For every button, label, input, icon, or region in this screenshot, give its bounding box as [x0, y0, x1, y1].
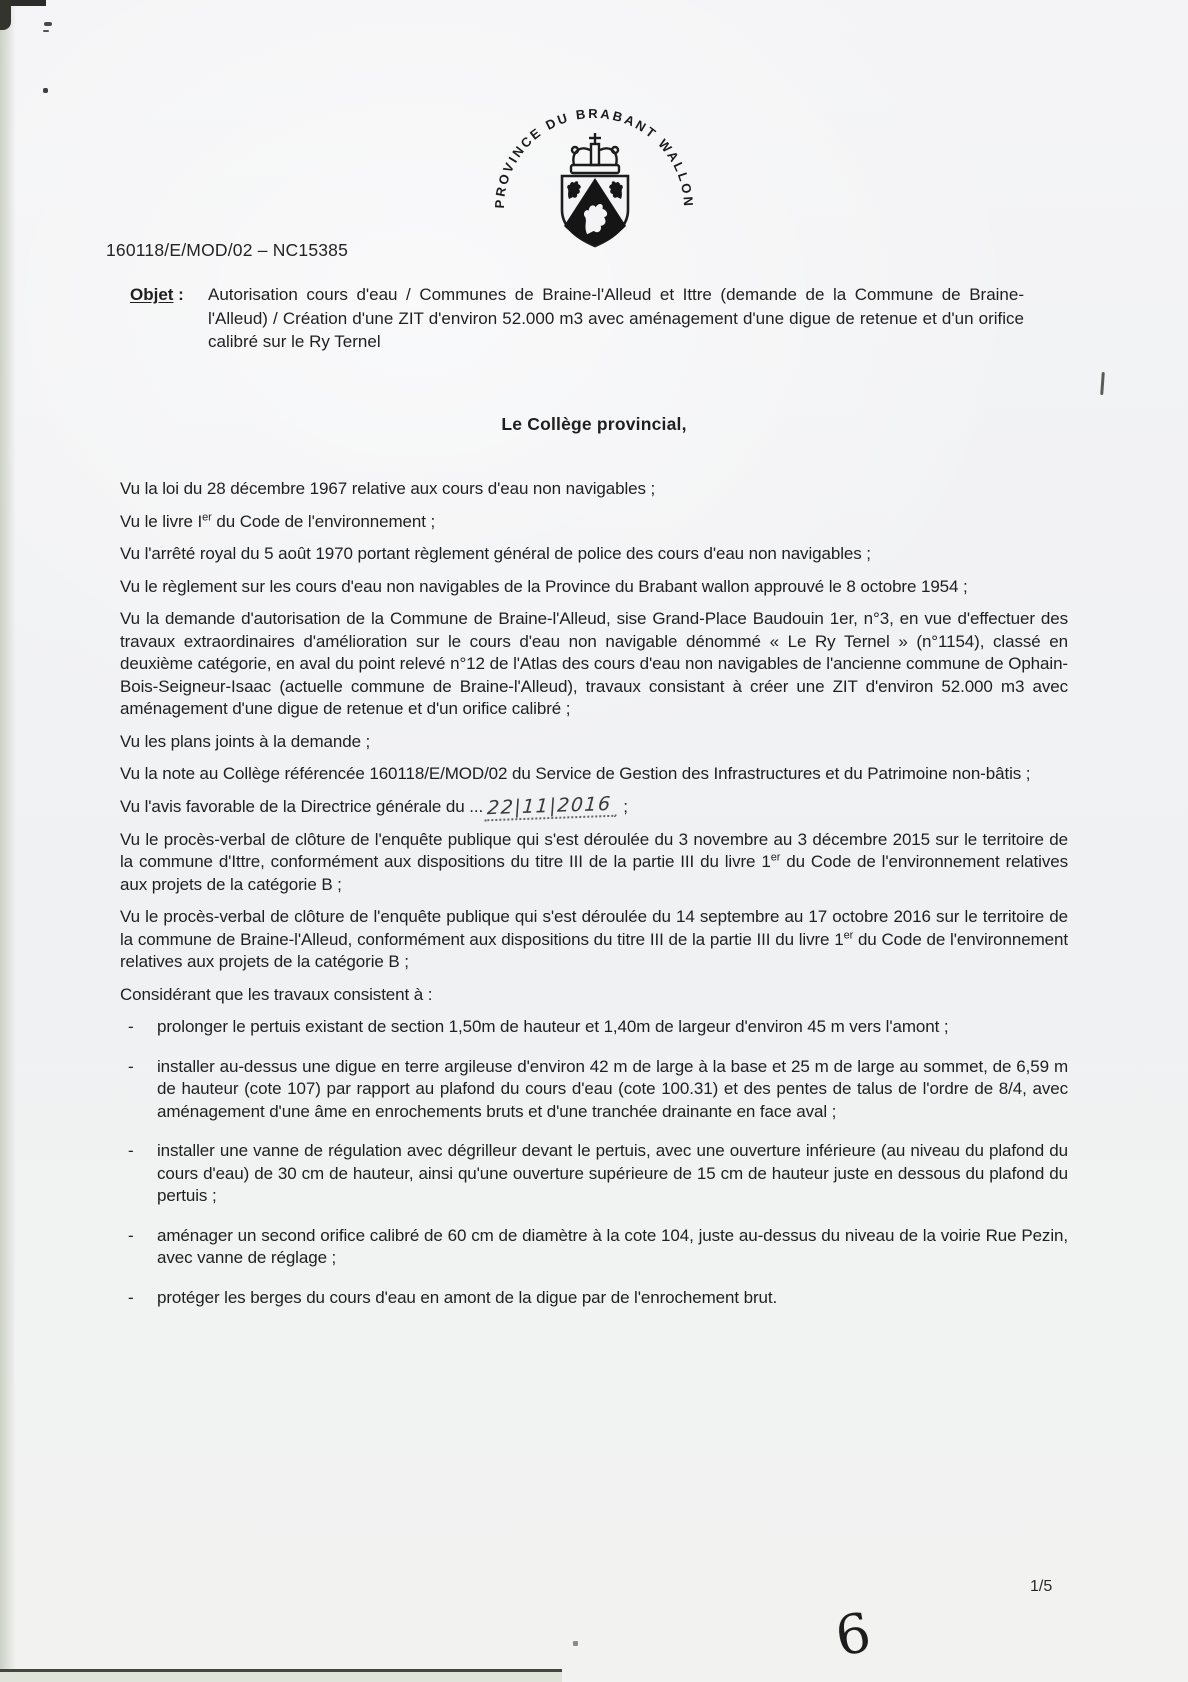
recital-paragraph: Vu le procès-verbal de clôture de l'enquête publique qui s'est déroulée du 14 septembre au 17 octobre 2016 sur le territoire de la commune de Braine-l'Alleud, conformément aux dispositions du titre III de la partie III du livre 1er du Code de l'environnement relatives aux projets de la catégorie B ; — [120, 907, 1068, 971]
bullet-dash: - — [128, 1017, 134, 1036]
work-items-list — [120, 1016, 1068, 1309]
province-brabant-wallon-seal — [444, 90, 744, 260]
work-item-text: protéger les berges du cours d'eau en amont de la digue par de l'enrochement brut. — [157, 1287, 778, 1307]
ordinal-superscript: er — [770, 851, 781, 864]
objet-colon: : — [173, 285, 184, 304]
ordinal-superscript: er — [843, 928, 854, 941]
handwritten-date: 22|11|2016 — [484, 794, 617, 821]
seal-arc-text: PROVINCE DU BRABANT WALLON — [491, 105, 697, 209]
recital-paragraph: Vu l'arrêté royal du 5 août 1970 portant règlement général de police des cours d'eau non navigables ; — [120, 544, 871, 563]
recital-paragraph: Considérant que les travaux consistent à : — [120, 984, 433, 1004]
document-title: Le Collège provincial, — [501, 414, 687, 434]
work-item — [120, 1056, 1068, 1124]
ordinal-superscript: er — [202, 510, 212, 523]
recital-paragraph: Vu le procès-verbal de clôture de l'enquête publique qui s'est déroulée du 3 novembre au 3 décembre 2015 sur le territoire de la commune d'Ittre, conformément aux dispositions du titre III de la partie III du livre 1er du Code de l'environnement relatives aux projets de la catégorie B ; — [120, 829, 1068, 894]
recital-paragraph: Vu le règlement sur les cours d'eau non navigables de la Province du Brabant wallon approuvé le 8 octobre 1954 ; — [120, 576, 968, 596]
scan-artifact — [0, 0, 11, 30]
recital-paragraph: Vu le livre Ier du Code de l'environnement ; — [120, 510, 436, 531]
scan-speck — [573, 1641, 578, 1646]
scan-speck — [1100, 372, 1105, 395]
work-item-text: aménager un second orifice calibré de 60 cm de diamètre à la cote 104, juste au-dessus du niveau de la voirie Rue Pezin, avec vanne de réglage ; — [157, 1225, 1068, 1267]
scan-bottom-strip — [0, 1672, 562, 1682]
scanner-edge-strip — [0, 0, 16, 1682]
work-item-text: prolonger le pertuis existant de section 1,50m de hauteur et 1,40m de largeur d'environ 45 m vers l'amont ; — [157, 1017, 949, 1036]
work-item — [120, 1140, 1068, 1208]
recital-paragraph: Vu la demande d'autorisation de la Commune de Braine-l'Alleud, sise Grand-Place Baudouin 1er, n°3, en vue d'effectuer des travaux extraordinaires d'amélioration sur le cours d'eau non navigable dénommé « Le Ry Ternel » (n°1154), classé en deuxième catégorie, en aval du point relevé n°12 de l'Atlas des cours d'eau non navigables de l'ancienne commune de Ophain-Bois-Seigneur-Isaac (actuelle commune de Braine-l'Alleud), travaux consistant à créer une ZIT d'environ 52.000 m3 avec aménagement d'une digue de retenue et d'un orifice calibré ; — [120, 609, 1068, 718]
bullet-dash: - — [128, 1056, 134, 1076]
work-item-text: installer une vanne de régulation avec dégrilleur devant le pertuis, avec une ouverture inférieure (au niveau du plafond du cours d'eau) de 30 cm de hauteur, ainsi qu'une ouverture supérieure de 15 cm de hauteur juste en dessous du plafond du pertuis ; — [157, 1141, 1068, 1205]
objet-text: Autorisation cours d'eau / Communes de Braine-l'Alleud et Ittre (demande de la Commune de Braine-l'Alleud) / Création d'une ZIT d'environ 52.000 m3 avec aménagement d'une digue de retenue et d'un orifice calibré sur le Ry Ternel — [208, 285, 1024, 351]
objet-label: Objet : — [130, 285, 184, 304]
bullet-dash: - — [128, 1225, 134, 1245]
handwritten-page-mark: 6 — [830, 1600, 876, 1669]
recital-paragraph: Vu l'avis favorable de la Directrice générale du ... 22|11|2016 ; — [120, 796, 1068, 819]
document-body — [120, 478, 1068, 1326]
scan-speck — [44, 22, 52, 26]
recital-paragraph: Vu la loi du 28 décembre 1967 relative aux cours d'eau non navigables ; — [120, 479, 656, 498]
recital-paragraph: Vu la note au Collège référencée 160118/E/MOD/02 du Service de Gestion des Infrastructures et du Patrimoine non-bâtis ; — [120, 764, 1031, 783]
work-item — [120, 1225, 1068, 1270]
recitals-list — [120, 478, 1068, 1006]
document-reference: 160118/E/MOD/02 – NC15385 — [106, 240, 349, 260]
bullet-dash: - — [128, 1287, 134, 1307]
shield-icon — [562, 176, 628, 246]
work-item-text: installer au-dessus une digue en terre argileuse d'environ 42 m de large à la base et 25 m de large au sommet, de 6,59 m de hauteur (cote 107) par rapport au plafond du cours d'eau (cote 100.31) et des pentes de talus de l'ordre de 8/4, avec aménagement d'une âme en enrochements bruts et d'une tranchée drainante en face aval ; — [157, 1056, 1068, 1121]
crown-icon — [571, 133, 619, 173]
scan-speck — [43, 88, 48, 93]
work-item — [120, 1016, 1068, 1039]
bullet-dash: - — [128, 1141, 134, 1160]
objet-section — [130, 283, 1024, 354]
work-item — [120, 1287, 1068, 1310]
page-number: 1/5 — [1030, 1578, 1053, 1595]
recital-paragraph: Vu les plans joints à la demande ; — [120, 731, 371, 751]
